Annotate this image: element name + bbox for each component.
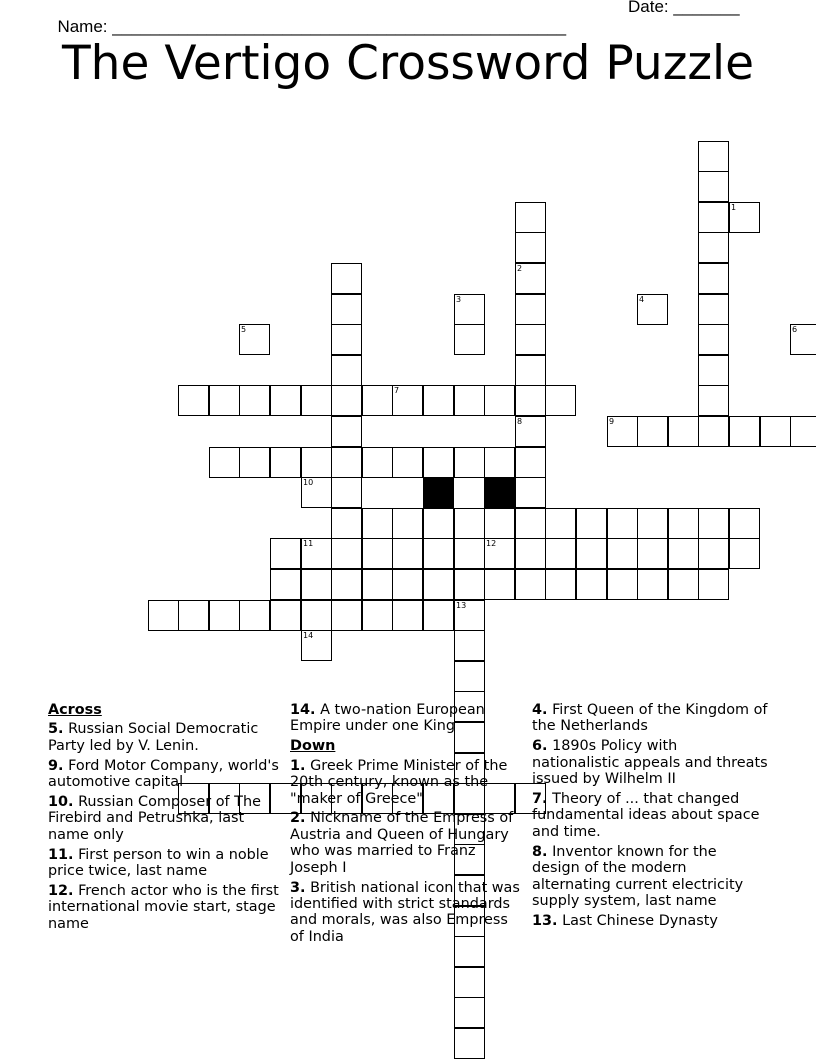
grid-cell[interactable] [423, 600, 454, 631]
grid-cell[interactable] [698, 171, 729, 202]
grid-cell[interactable] [423, 569, 454, 600]
grid-cell[interactable] [331, 294, 362, 325]
clue-number-label: 7 [394, 386, 400, 395]
grid-cell[interactable] [515, 263, 546, 294]
grid-block [423, 477, 454, 508]
grid-cell[interactable] [515, 569, 546, 600]
grid-cell[interactable] [301, 630, 332, 661]
grid-cell[interactable] [607, 416, 638, 447]
grid-cell[interactable] [392, 538, 423, 569]
clue-across-12 [48, 883, 284, 932]
clue-number: 13. [532, 912, 558, 929]
grid-cell[interactable] [698, 202, 729, 233]
grid-cell[interactable] [301, 569, 332, 600]
grid-cell[interactable] [637, 538, 668, 569]
grid-cell[interactable] [698, 294, 729, 325]
clue-down-13 [532, 913, 768, 929]
grid-cell[interactable] [178, 385, 209, 416]
clue-across-10 [48, 794, 284, 843]
grid-cell[interactable] [362, 447, 393, 478]
clue-number-label: 11 [303, 539, 314, 548]
grid-cell[interactable] [362, 385, 393, 416]
grid-cell[interactable] [392, 385, 423, 416]
grid-cell[interactable] [423, 508, 454, 539]
clue-number-label: 2 [517, 264, 523, 273]
grid-cell[interactable] [239, 324, 270, 355]
clue-number: 10. [48, 794, 74, 811]
clue-number-label: 5 [241, 325, 247, 334]
clue-number: 4. [532, 702, 548, 718]
grid-cell[interactable] [668, 569, 699, 600]
grid-cell[interactable] [454, 600, 485, 631]
grid-cell[interactable] [637, 569, 668, 600]
grid-cell[interactable] [392, 600, 423, 631]
clue-text: A two-nation European Empire under one King [290, 702, 485, 735]
grid-cell[interactable] [301, 477, 332, 508]
grid-cell[interactable] [484, 447, 515, 478]
grid-cell[interactable] [270, 600, 301, 631]
clue-number: 3. [290, 879, 306, 896]
grid-cell[interactable] [454, 385, 485, 416]
grid-cell[interactable] [698, 263, 729, 294]
clue-number: 12. [48, 883, 74, 900]
grid-cell[interactable] [270, 538, 301, 569]
clue-column-3 [532, 702, 768, 933]
grid-cell[interactable] [607, 569, 638, 600]
clue-number-label: 12 [486, 539, 497, 548]
grid-cell[interactable] [454, 508, 485, 539]
page-title: The Vertigo Crossword Puzzle [61, 36, 755, 91]
grid-cell[interactable] [209, 447, 240, 478]
grid-cell[interactable] [362, 569, 393, 600]
grid-cell[interactable] [423, 385, 454, 416]
grid-cell[interactable] [484, 508, 515, 539]
grid-cell[interactable] [790, 416, 816, 447]
grid-cell[interactable] [454, 967, 485, 998]
grid-cell[interactable] [454, 447, 485, 478]
clue-text: Russian Social Democratic Party led by V. Lenin. [48, 721, 259, 754]
clue-number-label: 13 [456, 601, 467, 610]
grid-cell[interactable] [331, 416, 362, 447]
clue-number-label: 6 [792, 325, 798, 334]
grid-cell[interactable] [698, 508, 729, 539]
clue-down-4 [532, 702, 768, 735]
grid-cell[interactable] [545, 385, 576, 416]
name-field[interactable]: Name: ________________________________________________ [57, 17, 567, 36]
grid-cell[interactable] [392, 569, 423, 600]
grid-cell[interactable] [331, 324, 362, 355]
grid-cell[interactable] [576, 569, 607, 600]
grid-cell[interactable] [331, 508, 362, 539]
clue-text: Theory of ... that changed fundamental ideas about space and time. [532, 791, 760, 840]
clue-text: Inventor known for the design of the modern alternating current electricity supply system, last name [532, 843, 744, 909]
grid-cell[interactable] [729, 202, 760, 233]
clue-number: 5. [48, 721, 64, 738]
clue-down-7 [532, 791, 768, 840]
clue-number-label: 14 [303, 631, 314, 640]
grid-cell[interactable] [362, 538, 393, 569]
grid-cell[interactable] [331, 600, 362, 631]
clue-down-6 [532, 738, 768, 787]
grid-cell[interactable] [454, 661, 485, 692]
grid-cell[interactable] [545, 508, 576, 539]
grid-cell[interactable] [484, 385, 515, 416]
grid-cell[interactable] [576, 538, 607, 569]
grid-cell[interactable] [362, 600, 393, 631]
grid-cell[interactable] [668, 416, 699, 447]
grid-cell[interactable] [331, 569, 362, 600]
clue-column-1 [48, 702, 284, 936]
grid-cell[interactable] [729, 416, 760, 447]
grid-cell[interactable] [545, 538, 576, 569]
clue-number-label: 8 [517, 417, 523, 426]
grid-cell[interactable] [392, 447, 423, 478]
clue-text: First Queen of the Kingdom of the Netherlands [532, 702, 768, 735]
grid-cell[interactable] [545, 569, 576, 600]
grid-cell[interactable] [301, 600, 332, 631]
grid-cell[interactable] [576, 508, 607, 539]
grid-cell[interactable] [301, 447, 332, 478]
grid-cell[interactable] [239, 600, 270, 631]
clue-text: 1890s Policy with nationalistic appeals and threats issued by Wilhelm II [532, 738, 768, 788]
grid-cell[interactable] [515, 324, 546, 355]
clue-number: 11. [48, 846, 74, 863]
clue-down-3 [290, 880, 526, 946]
clue-text: First person to win a noble price twice, last name [48, 846, 269, 880]
grid-cell[interactable] [239, 447, 270, 478]
clue-number: 14. [290, 702, 316, 718]
clue-text: Last Chinese Dynasty [562, 912, 718, 929]
clue-down-1 [290, 758, 526, 807]
grid-cell[interactable] [331, 538, 362, 569]
clue-text: Ford Motor Company, world's automotive capital [48, 757, 279, 791]
grid-cell[interactable] [698, 324, 729, 355]
grid-cell[interactable] [148, 600, 179, 631]
clue-number: 9. [48, 757, 64, 774]
grid-cell[interactable] [331, 447, 362, 478]
grid-cell[interactable] [454, 538, 485, 569]
grid-cell[interactable] [423, 538, 454, 569]
grid-cell[interactable] [392, 508, 423, 539]
grid-cell[interactable] [668, 538, 699, 569]
grid-cell[interactable] [239, 385, 270, 416]
grid-cell[interactable] [454, 294, 485, 325]
grid-cell[interactable] [362, 508, 393, 539]
grid-cell[interactable] [515, 385, 546, 416]
clue-across-9 [48, 758, 284, 791]
clue-number: 1. [290, 757, 306, 774]
grid-cell[interactable] [760, 416, 791, 447]
grid-cell[interactable] [423, 447, 454, 478]
grid-cell[interactable] [270, 385, 301, 416]
grid-cell[interactable] [454, 630, 485, 661]
down-heading: Down [290, 738, 336, 755]
grid-cell[interactable] [209, 600, 240, 631]
grid-cell[interactable] [698, 569, 729, 600]
clue-text: French actor who is the first international movie start, stage name [48, 883, 279, 932]
grid-cell[interactable] [668, 508, 699, 539]
grid-cell[interactable] [484, 569, 515, 600]
grid-cell[interactable] [301, 538, 332, 569]
grid-cell[interactable] [515, 447, 546, 478]
grid-cell[interactable] [515, 355, 546, 386]
grid-cell[interactable] [515, 508, 546, 539]
grid-cell[interactable] [607, 538, 638, 569]
clue-across-5 [48, 721, 284, 754]
grid-cell[interactable] [331, 385, 362, 416]
grid-cell[interactable] [515, 538, 546, 569]
clue-across-14 [290, 702, 526, 735]
clue-down-8 [532, 844, 768, 910]
clue-number: 6. [532, 738, 548, 755]
grid-cell[interactable] [698, 538, 729, 569]
grid-cell[interactable] [454, 324, 485, 355]
date-field[interactable]: Date: _______ [628, 0, 740, 16]
grid-cell[interactable] [515, 232, 546, 263]
grid-cell[interactable] [301, 385, 332, 416]
grid-cell[interactable] [178, 600, 209, 631]
grid-cell[interactable] [270, 447, 301, 478]
clue-text: Greek Prime Minister of the 20th century, known as the "maker of Greece" [290, 757, 508, 807]
grid-cell[interactable] [698, 355, 729, 386]
grid-cell[interactable] [698, 141, 729, 172]
grid-cell[interactable] [515, 294, 546, 325]
grid-cell[interactable] [270, 569, 301, 600]
clue-number-label: 1 [731, 203, 737, 212]
grid-cell[interactable] [331, 477, 362, 508]
grid-cell[interactable] [331, 263, 362, 294]
grid-cell[interactable] [515, 416, 546, 447]
clue-text: Nickname of the Empress of Austria and Queen of Hungary who was married to Franz Joseph I [290, 810, 514, 876]
grid-cell[interactable] [331, 355, 362, 386]
grid-cell[interactable] [637, 508, 668, 539]
clue-down-2 [290, 810, 526, 876]
grid-cell[interactable] [729, 538, 760, 569]
across-heading: Across [48, 702, 102, 718]
grid-cell[interactable] [454, 1028, 485, 1059]
clue-number-label: 10 [303, 478, 314, 487]
clue-number: 2. [290, 810, 306, 827]
clue-number-label: 4 [639, 295, 645, 304]
grid-cell[interactable] [454, 997, 485, 1028]
grid-cell[interactable] [698, 385, 729, 416]
grid-cell[interactable] [454, 569, 485, 600]
clue-number-label: 3 [456, 295, 462, 304]
grid-cell[interactable] [209, 385, 240, 416]
clue-column-2 [290, 702, 526, 949]
clue-number-label: 9 [609, 417, 615, 426]
grid-cell[interactable] [637, 416, 668, 447]
grid-cell[interactable] [698, 416, 729, 447]
clue-number: 7. [532, 791, 548, 808]
grid-cell[interactable] [515, 202, 546, 233]
clue-text: Russian Composer of The Firebird and Petrushka, last name only [48, 794, 261, 843]
grid-cell[interactable] [515, 477, 546, 508]
clue-text: British national icon that was identified with strict standards and morals, was also Empress of India [290, 879, 520, 945]
grid-cell[interactable] [729, 508, 760, 539]
clue-number: 8. [532, 843, 548, 860]
grid-cell[interactable] [637, 294, 668, 325]
grid-cell[interactable] [790, 324, 816, 355]
grid-cell[interactable] [607, 508, 638, 539]
grid-block [484, 477, 515, 508]
clue-across-11 [48, 847, 284, 880]
grid-cell[interactable] [484, 538, 515, 569]
grid-cell[interactable] [698, 232, 729, 263]
